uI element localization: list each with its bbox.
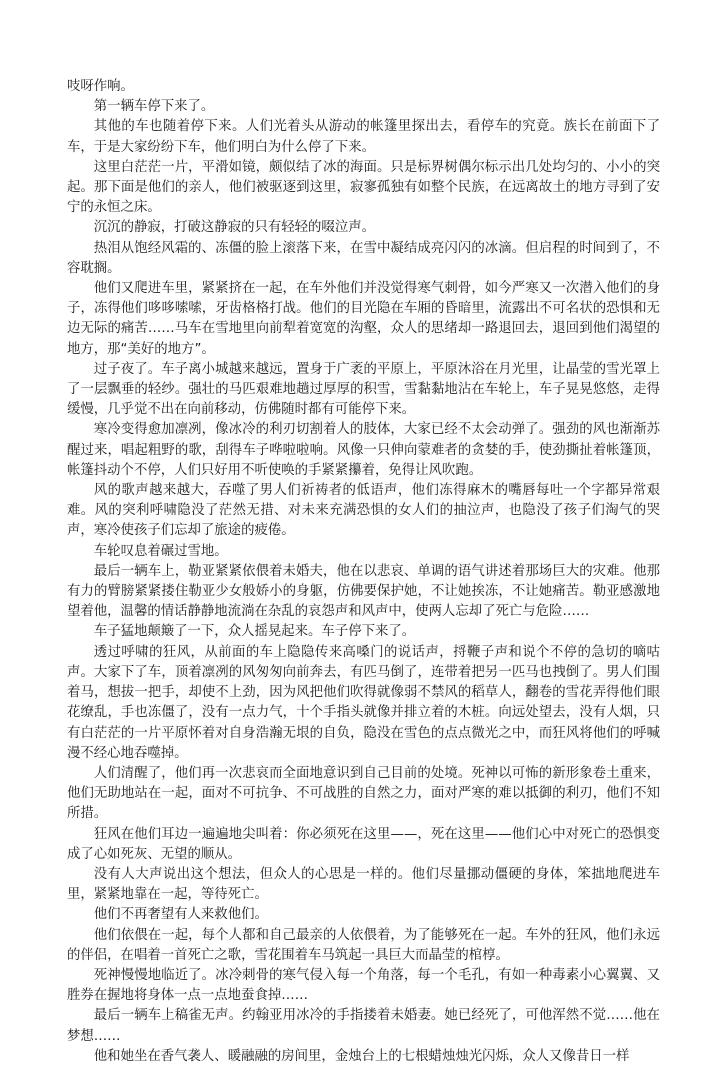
paragraph-19: 他们依偎在一起，每个人都和自己最亲的人依偎着，为了能够死在一起。车外的狂风，他们永远的伴侣，在唱着一首死亡之歌，雪花围着车马筑起一具巨大而晶莹的棺椁。 <box>67 927 660 963</box>
paragraph-2: 第一辆车停下来了。 <box>93 99 215 115</box>
paragraph-4: 这里白茫茫一片，平滑如镜，颇似结了冰的海面。只是标界树偶尔标示出几处均匀的、小小的突起。那下面是他们的亲人，他们被驱逐到这里，寂寥孤独有如整个民族，在远离故土的地方寻到了安宁的永恒之床。 <box>67 159 660 216</box>
paragraph-22: 他和她坐在香气袭人、暖融融的房间里，金烛台上的七根蜡烛烛光闪烁，众人又像昔日一样 <box>93 1048 630 1064</box>
paragraph-6: 热泪从饱经风霜的、冻僵的脸上滚落下来，在雪中凝结成亮闪闪的冰滴。但启程的时间到了，不容耽搁。 <box>67 240 660 276</box>
paragraph-16: 狂风在他们耳边一遍遍地尖叫着：你必须死在这里——，死在这里——他们心中对死亡的恐惧变成了心如死灰、无望的顺从。 <box>67 826 660 862</box>
paragraph-3: 其他的车也随着停下来。人们光着头从游动的帐篷里探出去，看停车的究竟。族长在前面下了车，于是大家纷纷下车，他们明白为什么停了下来。 <box>67 119 660 155</box>
paragraph-21: 最后一辆车上稿雀无声。约翰亚用冰冷的手指搂着未婚妻。她已经死了，可他浑然不觉……他在梦想…… <box>67 1008 660 1044</box>
paragraph-11: 车轮叹息着碾过雪地。 <box>93 543 228 559</box>
paragraph-8: 过子夜了。车子离小城越来越远，置身于广袤的平原上，平原沐浴在月光里，让晶莹的雪光罩上了一层飘垂的轻纱。强壮的马匹艰难地趟过厚厚的积雪，雪黏黏地沾在车轮上，车子晃晃悠悠，走得缓慢，几乎觉不出在向前移动，仿佛随时都有可能停下来。 <box>67 361 660 418</box>
paragraph-12: 最后一辆车上，勒亚紧紧依偎着未婚夫，他在以悲哀、单调的语气讲述着那场巨大的灾难。他那有力的臂膀紧紧搂住勒亚少女般娇小的身躯，仿佛要保护她，不让她挨冻，不让她痛苦。勒亚感激地望着他，温馨的情话静静地流淌在杂乱的哀怨声和风声中，使两人忘却了死亡与危险…… <box>67 563 660 620</box>
paragraph-10: 风的歌声越来越大，吞噬了男人们祈祷者的低语声，他们冻得麻木的嘴唇每吐一个字都异常艰难。风的突利呼啸隐没了茫然无措、对未来充满恐惧的女人们的抽泣声，也隐没了孩子们淘气的哭声，寒冷使孩子们忘却了旅途的疲倦。 <box>67 483 660 539</box>
paragraph-17: 没有人大声说出这个想法，但众人的心思是一样的。他们尽量挪动僵硬的身体，笨拙地爬进车里，紧紧地靠在一起，等待死亡。 <box>67 866 660 903</box>
paragraph-20: 死神慢慢地临近了。冰冷刺骨的寒气侵入每一个角落，每一个毛孔，有如一种毒素小心翼翼、又胜券在握地将身体一点一点地蚕食掉…… <box>67 967 660 1004</box>
paragraph-13: 车子猛地颠簸了一下，众人摇晃起来。车子停下来了。 <box>93 624 416 640</box>
paragraph-15: 人们清醒了，他们再一次悲哀而全面地意识到自己目前的处境。死神以可怖的新形象卷土重来，他们无助地站在一起，面对不可抗争、不可战胜的自然之力，面对严寒的难以抵御的利刃，他们不知所措。 <box>67 765 660 822</box>
paragraph-18: 他们不再奢望有人来救他们。 <box>93 907 268 923</box>
paragraph-7: 他们又爬进车里，紧紧挤在一起，在车外他们并没觉得寒气刺骨，如今严寒又一次潜入他们的身子，冻得他们哆哆嗦嗦，牙齿格格打战。他们的目光隐在车厢的昏暗里，流露出不可名状的恐惧和无边无际的痛苦……马车在雪地里向前犁着宽宽的沟壑，众人的思绪却一路退回去，退回到他们渴望的地方，那“美好的地方”。 <box>67 281 660 357</box>
paragraph-5: 沉沉的静寂，打破这静寂的只有轻轻的啜泣声。 <box>93 220 375 236</box>
paragraph-1: 吱呀作响。 <box>67 79 134 94</box>
paragraph-14: 透过呼啸的狂风，从前面的车上隐隐传来高嗓门的说话声，捋鞭子声和说个不停的急切的嘀咕声。大家下了车，顶着凛冽的风匆匆向前奔去，有匹马倒了，连带着把另一匹马也拽倒了。男人们围着马，想拔一把手，却使不上劲，因为风把他们吹得就像弱不禁风的稻草人，翻卷的雪花弄得他们眼花缭乱，手也冻僵了，没有一点力气，十个手指头就像并排立着的木桩。向远处望去，没有人烟，只有白茫茫的一片平原怀着对自身浩瀚无垠的自负，隐没在雪色的点点微光之中，而狂风将他们的呼喊漫不经心地吞噬掉。 <box>67 644 660 761</box>
document-page <box>67 77 660 1067</box>
paragraph-9: 寒冷变得愈加凛冽，像冰冷的利刃切割着人的肢体，大家已经不太会动弹了。强劲的风也渐渐苏醒过来，唱起粗野的歌，刮得车子哗啦啦响。风像一只伸向蒙难者的贪婪的手，使劲撕扯着帐篷顶，帐篷抖动个不停，人们只好用不听使唤的手紧紧攥着，免得让风吹跑。 <box>67 422 660 478</box>
